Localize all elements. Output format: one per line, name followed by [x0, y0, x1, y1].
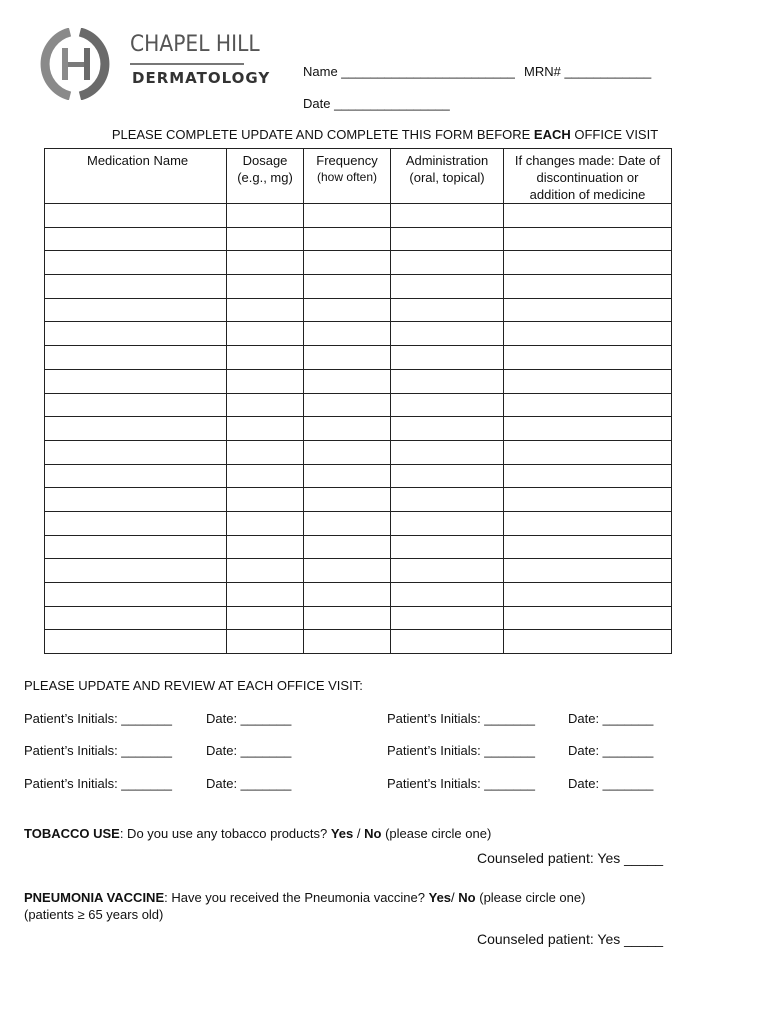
table-row [45, 606, 672, 630]
table-cell[interactable] [304, 417, 391, 441]
table-cell[interactable] [504, 440, 672, 464]
table-cell[interactable] [45, 204, 227, 228]
table-cell[interactable] [391, 204, 504, 228]
table-cell[interactable] [227, 488, 304, 512]
table-cell[interactable] [504, 227, 672, 251]
table-cell[interactable] [227, 204, 304, 228]
table-cell[interactable] [227, 227, 304, 251]
table-cell[interactable] [391, 227, 504, 251]
table-cell[interactable] [227, 511, 304, 535]
table-cell[interactable] [304, 322, 391, 346]
table-cell[interactable] [45, 440, 227, 464]
table-cell[interactable] [304, 535, 391, 559]
table-cell[interactable] [504, 630, 672, 654]
table-cell[interactable] [45, 393, 227, 417]
logo-line2: DERMATOLOGY [132, 69, 271, 87]
table-row [45, 488, 672, 512]
date-field[interactable]: Date ________________ [303, 96, 450, 111]
form-title [0, 127, 770, 142]
table-cell[interactable] [504, 322, 672, 346]
table-row [45, 346, 672, 370]
review-date-field[interactable]: Date: _______ [206, 711, 292, 726]
form-title-bold: EACH [533, 127, 571, 142]
patient-initials-field[interactable]: Patient’s Initials: _______ [24, 711, 172, 726]
table-cell[interactable] [304, 275, 391, 299]
table-cell[interactable] [45, 606, 227, 630]
pneumonia-label: PNEUMONIA VACCINE [24, 890, 165, 905]
table-cell[interactable] [391, 298, 504, 322]
table-cell[interactable] [504, 559, 672, 583]
table-cell[interactable] [45, 583, 227, 607]
table-cell[interactable] [45, 227, 227, 251]
patient-initials-field[interactable]: Patient’s Initials: _______ [24, 776, 172, 791]
table-cell[interactable] [227, 417, 304, 441]
table-cell[interactable] [391, 417, 504, 441]
review-date-field[interactable]: Date: _______ [568, 711, 654, 726]
table-cell[interactable] [45, 417, 227, 441]
table-cell[interactable] [304, 606, 391, 630]
table-cell[interactable] [504, 204, 672, 228]
table-cell[interactable] [45, 464, 227, 488]
table-cell[interactable] [391, 464, 504, 488]
table-row [45, 511, 672, 535]
table-row [45, 559, 672, 583]
table-cell[interactable] [45, 630, 227, 654]
table-cell[interactable] [304, 346, 391, 370]
table-cell[interactable] [504, 369, 672, 393]
header-administration-line2: (oral, topical) [409, 170, 485, 185]
table-row [45, 417, 672, 441]
header-medication-name-line1: Medication Name [87, 153, 189, 168]
table-cell[interactable] [304, 511, 391, 535]
table-cell[interactable] [45, 322, 227, 346]
table-cell[interactable] [304, 227, 391, 251]
patient-initials-field[interactable]: Patient’s Initials: _______ [387, 776, 535, 791]
pneumonia-counseled-field[interactable]: Counseled patient: Yes _____ [477, 931, 664, 947]
table-cell[interactable] [504, 346, 672, 370]
table-cell[interactable] [227, 440, 304, 464]
clinic-logo [40, 28, 271, 100]
table-cell[interactable] [504, 298, 672, 322]
table-cell[interactable] [504, 393, 672, 417]
table-cell[interactable] [304, 464, 391, 488]
table-row [45, 369, 672, 393]
table-cell[interactable] [304, 440, 391, 464]
table-row [45, 440, 672, 464]
table-cell[interactable] [227, 251, 304, 275]
table-cell[interactable] [227, 275, 304, 299]
header-dosage-line2: (e.g., mg) [237, 170, 293, 185]
table-cell[interactable] [45, 346, 227, 370]
table-cell[interactable] [304, 393, 391, 417]
tobacco-counseled-field[interactable]: Counseled patient: Yes _____ [477, 850, 664, 866]
table-cell[interactable] [504, 583, 672, 607]
table-header-row [45, 149, 672, 204]
header-changes-line2: discontinuation or [536, 170, 639, 185]
pneumonia-separator: / [451, 890, 459, 905]
table-cell[interactable] [391, 630, 504, 654]
table-row [45, 251, 672, 275]
table-cell[interactable] [45, 298, 227, 322]
table-cell[interactable] [391, 346, 504, 370]
logo-divider [130, 63, 244, 65]
pneumonia-question-text: : Have you received the Pneumonia vaccine? [164, 890, 429, 905]
form-title-before: PLEASE COMPLETE UPDATE AND COMPLETE THIS FORM BEFORE [111, 127, 534, 142]
table-cell[interactable] [227, 346, 304, 370]
table-cell[interactable] [304, 583, 391, 607]
table-cell[interactable] [504, 511, 672, 535]
table-cell[interactable] [227, 298, 304, 322]
pneumonia-no-option[interactable]: No [458, 890, 476, 905]
table-cell[interactable] [227, 559, 304, 583]
table-cell[interactable] [391, 369, 504, 393]
table-cell[interactable] [391, 440, 504, 464]
table-row [45, 322, 672, 346]
table-row [45, 464, 672, 488]
table-cell[interactable] [227, 606, 304, 630]
table-cell[interactable] [304, 488, 391, 512]
logo-line1: CHAPEL HILL [130, 32, 260, 57]
medication-table [44, 148, 672, 654]
table-cell[interactable] [227, 583, 304, 607]
header-medication-name [45, 149, 227, 204]
table-cell[interactable] [227, 464, 304, 488]
header-dosage [227, 149, 304, 204]
header-frequency-line1: Frequency [316, 153, 378, 168]
table-row [45, 535, 672, 559]
name-field[interactable]: Name ________________________ [303, 64, 515, 79]
tobacco-no-option[interactable]: No [364, 826, 382, 841]
table-cell[interactable] [391, 322, 504, 346]
tobacco-suffix: (please circle one) [381, 826, 492, 841]
table-cell[interactable] [227, 535, 304, 559]
form-title-after: OFFICE VISIT [570, 127, 659, 142]
header-frequency-line2: (how often) [316, 170, 378, 184]
chapel-hill-dermatology-logo-icon [40, 28, 120, 100]
header-administration [391, 149, 504, 204]
table-cell[interactable] [227, 322, 304, 346]
table-cell[interactable] [304, 559, 391, 583]
table-cell[interactable] [45, 488, 227, 512]
table-cell[interactable] [304, 630, 391, 654]
table-cell[interactable] [504, 488, 672, 512]
table-row [45, 630, 672, 654]
header-changes [504, 149, 672, 204]
table-cell[interactable] [45, 275, 227, 299]
review-date-field[interactable]: Date: _______ [568, 743, 654, 758]
table-cell[interactable] [304, 298, 391, 322]
pneumonia-yes-option[interactable]: Yes [428, 890, 452, 905]
table-cell[interactable] [391, 583, 504, 607]
pneumonia-suffix: (please circle one) [475, 890, 586, 905]
table-cell[interactable] [504, 251, 672, 275]
table-cell[interactable] [304, 204, 391, 228]
table-cell[interactable] [504, 464, 672, 488]
patient-initials-field[interactable]: Patient’s Initials: _______ [387, 711, 535, 726]
table-cell[interactable] [45, 511, 227, 535]
table-cell[interactable] [227, 393, 304, 417]
table-cell[interactable] [45, 559, 227, 583]
table-cell[interactable] [391, 488, 504, 512]
header-frequency [304, 149, 391, 204]
table-cell[interactable] [504, 417, 672, 441]
table-row [45, 204, 672, 228]
tobacco-label: TOBACCO USE [24, 826, 120, 841]
table-cell[interactable] [227, 369, 304, 393]
patient-initials-field[interactable]: Patient’s Initials: _______ [24, 743, 172, 758]
table-row [45, 393, 672, 417]
pneumonia-note: (patients ≥ 65 years old) [24, 907, 164, 922]
table-cell[interactable] [45, 535, 227, 559]
table-cell[interactable] [391, 511, 504, 535]
table-cell[interactable] [304, 251, 391, 275]
header-changes-line1: If changes made: Date of [514, 153, 661, 168]
table-row [45, 227, 672, 251]
table-cell[interactable] [304, 369, 391, 393]
pneumonia-question [24, 890, 585, 905]
table-row [45, 275, 672, 299]
table-row [45, 298, 672, 322]
table-cell[interactable] [391, 559, 504, 583]
header-dosage-line1: Dosage [242, 153, 288, 168]
review-title: PLEASE UPDATE AND REVIEW AT EACH OFFICE VISIT: [24, 678, 363, 693]
table-cell[interactable] [504, 606, 672, 630]
tobacco-question-text: : Do you use any tobacco products? [119, 826, 331, 841]
tobacco-question [24, 826, 491, 841]
review-date-field[interactable]: Date: _______ [206, 743, 292, 758]
mrn-field[interactable]: MRN# ____________ [524, 64, 652, 79]
table-row [45, 583, 672, 607]
tobacco-separator: / [353, 826, 365, 841]
table-cell[interactable] [504, 535, 672, 559]
table-cell[interactable] [391, 393, 504, 417]
header-changes-line3: addition of medicine [529, 187, 646, 202]
review-date-field[interactable]: Date: _______ [568, 776, 654, 791]
table-cell[interactable] [391, 275, 504, 299]
table-cell[interactable] [391, 535, 504, 559]
table-cell[interactable] [391, 606, 504, 630]
table-cell[interactable] [391, 251, 504, 275]
patient-initials-field[interactable]: Patient’s Initials: _______ [387, 743, 535, 758]
tobacco-yes-option[interactable]: Yes [330, 826, 354, 841]
table-cell[interactable] [227, 630, 304, 654]
header-administration-line1: Administration [405, 153, 489, 168]
review-date-field[interactable]: Date: _______ [206, 776, 292, 791]
table-cell[interactable] [45, 251, 227, 275]
table-cell[interactable] [504, 275, 672, 299]
table-cell[interactable] [45, 369, 227, 393]
